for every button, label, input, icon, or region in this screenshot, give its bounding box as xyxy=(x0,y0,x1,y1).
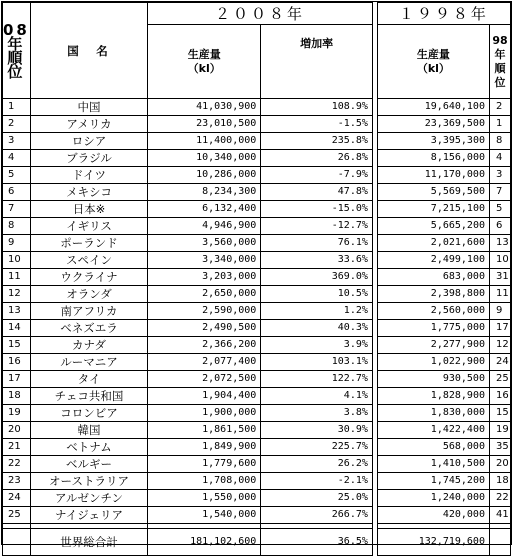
total-rank-1998-cell xyxy=(489,529,510,556)
rank-cell: 11 xyxy=(3,269,31,286)
table-row xyxy=(3,456,511,473)
rank-1998-cell: 20 xyxy=(489,456,510,473)
country-cell: ベトナム xyxy=(30,439,147,456)
production-2008-cell: 2,590,000 xyxy=(148,303,261,320)
production-1998-cell: 8,156,000 xyxy=(377,150,489,167)
rank-cell: 7 xyxy=(3,201,31,218)
total-rank-cell xyxy=(3,529,31,556)
production-1998-cell: 1,422,400 xyxy=(377,422,489,439)
production-1998-cell: 5,569,500 xyxy=(377,184,489,201)
rank-1998-cell: 1 xyxy=(489,116,510,133)
production-2008-cell: 1,900,000 xyxy=(148,405,261,422)
production-2008-cell: 11,400,000 xyxy=(148,133,261,150)
country-cell: ベネズエラ xyxy=(30,320,147,337)
rank-1998-cell: 25 xyxy=(489,371,510,388)
table-row xyxy=(3,218,511,235)
country-cell: ポーランド xyxy=(30,235,147,252)
rank-cell: 14 xyxy=(3,320,31,337)
country-cell: ブラジル xyxy=(30,150,147,167)
production-2008-cell: 2,490,500 xyxy=(148,320,261,337)
table-row xyxy=(3,235,511,252)
country-cell: ルーマニア xyxy=(30,354,147,371)
table-row xyxy=(3,422,511,439)
table-row xyxy=(3,269,511,286)
production-2008-cell: 1,849,900 xyxy=(148,439,261,456)
country-cell: 中国 xyxy=(30,99,147,116)
growth-rate-cell: 26.2% xyxy=(261,456,373,473)
country-cell: コロンビア xyxy=(30,405,147,422)
growth-rate-cell: 4.1% xyxy=(261,388,373,405)
rank-1998-cell: 17 xyxy=(489,320,510,337)
production-2008-cell: 1,540,000 xyxy=(148,507,261,524)
production-1998-cell: 11,170,000 xyxy=(377,167,489,184)
table-row xyxy=(3,167,511,184)
production-1998-cell: 1,775,000 xyxy=(377,320,489,337)
table-row xyxy=(3,133,511,150)
production-1998-cell: 1,828,900 xyxy=(377,388,489,405)
country-cell: アメリカ xyxy=(30,116,147,133)
rank-1998-cell: 7 xyxy=(489,184,510,201)
country-cell: 南アフリカ xyxy=(30,303,147,320)
growth-rate-cell: 103.1% xyxy=(261,354,373,371)
rank-1998-cell: 8 xyxy=(489,133,510,150)
total-growth-rate: 36.5% xyxy=(261,529,373,556)
table-row xyxy=(3,337,511,354)
country-cell: イギリス xyxy=(30,218,147,235)
year-2008-header: ２００８年 xyxy=(148,3,373,25)
production-1998-header: 生産量 （kl） xyxy=(377,25,489,99)
rank-1998-cell: 3 xyxy=(489,167,510,184)
production-2008-cell: 3,340,000 xyxy=(148,252,261,269)
rank-1998-cell: 16 xyxy=(489,388,510,405)
production-1998-cell: 2,499,100 xyxy=(377,252,489,269)
production-2008-cell: 10,286,000 xyxy=(148,167,261,184)
country-cell: オーストラリア xyxy=(30,473,147,490)
production-2008-cell: 2,650,000 xyxy=(148,286,261,303)
production-1998-cell: 3,395,300 xyxy=(377,133,489,150)
production-1998-cell: 5,665,200 xyxy=(377,218,489,235)
country-cell: ロシア xyxy=(30,133,147,150)
growth-rate-cell: 76.1% xyxy=(261,235,373,252)
production-2008-cell: 2,072,500 xyxy=(148,371,261,388)
rank-cell: 25 xyxy=(3,507,31,524)
rank-1998-cell: 15 xyxy=(489,405,510,422)
total-label: 世界総合計 xyxy=(30,529,147,556)
country-cell: ウクライナ xyxy=(30,269,147,286)
production-2008-cell: 2,366,200 xyxy=(148,337,261,354)
rank-1998-cell: 10 xyxy=(489,252,510,269)
growth-rate-cell: -7.9% xyxy=(261,167,373,184)
country-cell: ドイツ xyxy=(30,167,147,184)
rank-cell: 2 xyxy=(3,116,31,133)
country-cell: 日本※ xyxy=(30,201,147,218)
production-1998-cell: 19,640,100 xyxy=(377,99,489,116)
rank-1998-cell: 41 xyxy=(489,507,510,524)
country-cell: タイ xyxy=(30,371,147,388)
beer-production-table xyxy=(2,2,511,556)
rank-1998-cell: 5 xyxy=(489,201,510,218)
rank-1998-header: 98 年 順 位 xyxy=(489,25,510,99)
production-1998-cell: 1,745,200 xyxy=(377,473,489,490)
growth-rate-header: 増加率 xyxy=(261,25,373,99)
year-header-row xyxy=(3,3,511,25)
table-row xyxy=(3,99,511,116)
growth-rate-cell: 1.2% xyxy=(261,303,373,320)
growth-rate-cell: -1.5% xyxy=(261,116,373,133)
rank-cell: 12 xyxy=(3,286,31,303)
beer-production-table-frame xyxy=(1,1,512,549)
growth-rate-cell: 235.8% xyxy=(261,133,373,150)
production-1998-cell: 2,277,900 xyxy=(377,337,489,354)
production-2008-cell: 10,340,000 xyxy=(148,150,261,167)
country-cell: メキシコ xyxy=(30,184,147,201)
growth-rate-cell: -15.0% xyxy=(261,201,373,218)
rank-1998-cell: 35 xyxy=(489,439,510,456)
country-cell: カナダ xyxy=(30,337,147,354)
total-production-2008: 181,102,600 xyxy=(148,529,261,556)
rank-1998-cell: 6 xyxy=(489,218,510,235)
table-row xyxy=(3,150,511,167)
growth-rate-cell: 40.3% xyxy=(261,320,373,337)
growth-rate-cell: 3.9% xyxy=(261,337,373,354)
country-cell: アルゼンチン xyxy=(30,490,147,507)
production-2008-cell: 6,132,400 xyxy=(148,201,261,218)
table-row xyxy=(3,116,511,133)
rank-cell: 4 xyxy=(3,150,31,167)
rank-1998-cell: 12 xyxy=(489,337,510,354)
production-1998-cell: 568,000 xyxy=(377,439,489,456)
production-2008-header: 生産量 （kl） xyxy=(148,25,261,99)
rank-cell: 15 xyxy=(3,337,31,354)
country-header: 国 名 xyxy=(30,3,147,99)
country-cell: チェコ共和国 xyxy=(30,388,147,405)
rank-cell: 1 xyxy=(3,99,31,116)
production-1998-cell: 2,560,000 xyxy=(377,303,489,320)
rank-cell: 18 xyxy=(3,388,31,405)
rank-cell: 5 xyxy=(3,167,31,184)
rank-cell: 22 xyxy=(3,456,31,473)
country-cell: 韓国 xyxy=(30,422,147,439)
growth-rate-cell: -12.7% xyxy=(261,218,373,235)
table-row xyxy=(3,405,511,422)
country-cell: オランダ xyxy=(30,286,147,303)
table-row xyxy=(3,490,511,507)
rank-cell: 19 xyxy=(3,405,31,422)
rank-cell: 24 xyxy=(3,490,31,507)
rank-1998-cell: 24 xyxy=(489,354,510,371)
production-1998-cell: 1,022,900 xyxy=(377,354,489,371)
production-2008-cell: 41,030,900 xyxy=(148,99,261,116)
growth-rate-cell: 108.9% xyxy=(261,99,373,116)
production-1998-cell: 2,398,800 xyxy=(377,286,489,303)
production-2008-cell: 3,203,000 xyxy=(148,269,261,286)
production-1998-cell: 23,369,500 xyxy=(377,116,489,133)
table-row xyxy=(3,184,511,201)
growth-rate-cell: 10.5% xyxy=(261,286,373,303)
rank-cell: 17 xyxy=(3,371,31,388)
rank-1998-cell: 31 xyxy=(489,269,510,286)
rank-cell: 13 xyxy=(3,303,31,320)
rank-1998-cell: 4 xyxy=(489,150,510,167)
rank-cell: 3 xyxy=(3,133,31,150)
growth-rate-cell: 369.0% xyxy=(261,269,373,286)
production-2008-cell: 4,946,900 xyxy=(148,218,261,235)
table-row xyxy=(3,320,511,337)
production-2008-cell: 1,861,500 xyxy=(148,422,261,439)
rank-1998-cell: 22 xyxy=(489,490,510,507)
total-production-1998: 132,719,600 xyxy=(377,529,489,556)
production-2008-cell: 1,708,000 xyxy=(148,473,261,490)
country-cell: ナイジェリア xyxy=(30,507,147,524)
table-row xyxy=(3,354,511,371)
production-1998-cell: 2,021,600 xyxy=(377,235,489,252)
growth-rate-cell: 225.7% xyxy=(261,439,373,456)
table-row xyxy=(3,201,511,218)
table-row xyxy=(3,371,511,388)
year-1998-header: １９９８年 xyxy=(377,3,510,25)
total-row xyxy=(3,529,511,556)
production-1998-cell: 1,410,500 xyxy=(377,456,489,473)
table-row xyxy=(3,439,511,456)
growth-rate-cell: -2.1% xyxy=(261,473,373,490)
country-cell: スペイン xyxy=(30,252,147,269)
growth-rate-cell: 47.8% xyxy=(261,184,373,201)
rank-1998-cell: 19 xyxy=(489,422,510,439)
growth-rate-cell: 33.6% xyxy=(261,252,373,269)
country-cell: ベルギー xyxy=(30,456,147,473)
growth-rate-cell: 25.0% xyxy=(261,490,373,507)
rank-1998-cell: 18 xyxy=(489,473,510,490)
production-2008-cell: 3,560,000 xyxy=(148,235,261,252)
rank-cell: 10 xyxy=(3,252,31,269)
growth-rate-cell: 3.8% xyxy=(261,405,373,422)
growth-rate-cell: 122.7% xyxy=(261,371,373,388)
production-1998-cell: 683,000 xyxy=(377,269,489,286)
table-row xyxy=(3,252,511,269)
rank-cell: 9 xyxy=(3,235,31,252)
production-1998-cell: 7,215,100 xyxy=(377,201,489,218)
production-1998-cell: 930,500 xyxy=(377,371,489,388)
table-row xyxy=(3,473,511,490)
rank-2008-header: 08 年 順 位 xyxy=(3,3,31,99)
rank-cell: 16 xyxy=(3,354,31,371)
table-row xyxy=(3,286,511,303)
rank-cell: 23 xyxy=(3,473,31,490)
table-row xyxy=(3,388,511,405)
production-2008-cell: 23,010,500 xyxy=(148,116,261,133)
production-2008-cell: 8,234,300 xyxy=(148,184,261,201)
production-1998-cell: 1,830,000 xyxy=(377,405,489,422)
production-1998-cell: 1,240,000 xyxy=(377,490,489,507)
growth-rate-cell: 30.9% xyxy=(261,422,373,439)
production-2008-cell: 1,550,000 xyxy=(148,490,261,507)
rank-cell: 6 xyxy=(3,184,31,201)
rank-cell: 20 xyxy=(3,422,31,439)
rank-1998-cell: 9 xyxy=(489,303,510,320)
growth-rate-cell: 26.8% xyxy=(261,150,373,167)
growth-rate-cell: 266.7% xyxy=(261,507,373,524)
production-2008-cell: 1,904,400 xyxy=(148,388,261,405)
rank-cell: 8 xyxy=(3,218,31,235)
table-row xyxy=(3,507,511,524)
production-2008-cell: 2,077,400 xyxy=(148,354,261,371)
rank-cell: 21 xyxy=(3,439,31,456)
rank-1998-cell: 2 xyxy=(489,99,510,116)
table-row xyxy=(3,303,511,320)
production-2008-cell: 1,779,600 xyxy=(148,456,261,473)
rank-1998-cell: 11 xyxy=(489,286,510,303)
production-1998-cell: 420,000 xyxy=(377,507,489,524)
rank-1998-cell: 13 xyxy=(489,235,510,252)
